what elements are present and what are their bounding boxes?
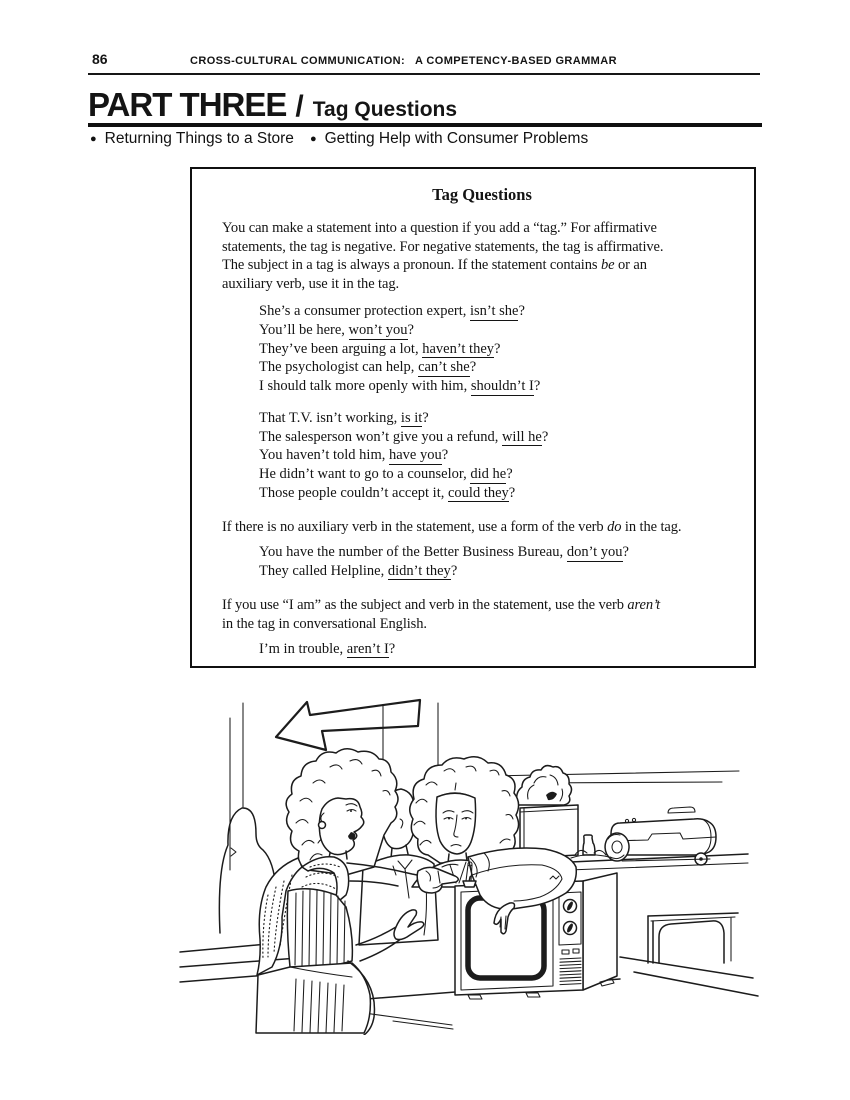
example-sentence: I should talk more openly with him, shouldn’t I?: [259, 378, 541, 395]
rule-paragraph: If there is no auxiliary verb in the statement, use a form of the verb do in the tag.: [222, 519, 682, 536]
tag-underlined: is it: [400, 409, 423, 426]
part-title: [88, 86, 457, 124]
grammar-box-title: Tag Questions: [432, 185, 532, 204]
tag-underlined: won’t you: [348, 322, 408, 339]
topic-item: [90, 130, 294, 148]
rule-line: If you use “I am” as the subject and verb in the statement, use the verb aren’t: [222, 597, 661, 614]
tag-underlined: did he: [470, 466, 507, 482]
tag-underlined: shouldn’t I: [470, 378, 534, 395]
topic-label: Returning Things to a Store: [104, 130, 294, 147]
bullet-icon: ●: [90, 133, 97, 145]
rule-line: in the tag in conversational English.: [222, 616, 427, 632]
example-group-i-am: [259, 640, 742, 659]
rule-paragraph: [222, 596, 742, 633]
example-sentence: The psychologist can help, can’t she?: [259, 359, 477, 376]
rule-line: You can make a statement into a question if you add a “tag.” For affirmative: [222, 220, 657, 236]
example-sentence: You’ll be here, won’t you?: [259, 322, 414, 339]
example-sentence: He didn’t want to go to a counselor, did he?: [259, 466, 513, 482]
topic-list: [90, 130, 588, 148]
example-sentence: She’s a consumer protection expert, isn’t she?: [259, 303, 525, 320]
tag-underlined: don’t you: [566, 544, 623, 560]
example-sentence: They called Helpline, didn’t they?: [259, 562, 458, 579]
topic-item: [310, 130, 588, 148]
store-scene-illustration: [150, 695, 770, 1035]
rule-line: auxiliary verb, use it in the tag.: [222, 275, 399, 292]
second-tv: [648, 913, 738, 963]
tag-underlined: will he: [501, 428, 542, 445]
vacuum-cleaner: [605, 807, 716, 865]
example-group-affirmative: [259, 302, 742, 396]
page-number: 86: [92, 51, 108, 67]
header-rule: [88, 73, 760, 75]
rule-line: The subject in a tag is always a pronoun. If the statement contains be or an: [222, 257, 647, 274]
title-rule: [88, 123, 762, 127]
part-label: PART THREE: [88, 86, 287, 123]
direction-arrow-icon: [276, 700, 420, 750]
tag-underlined: aren’t I: [346, 640, 389, 657]
tag-underlined: could they: [447, 484, 509, 501]
running-head: CROSS-CULTURAL COMMUNICATION: A COMPETENCY-BASED GRAMMAR: [190, 55, 617, 67]
tag-underlined: isn’t she: [470, 303, 519, 320]
example-group-negative: [259, 409, 742, 503]
example-sentence: I’m in trouble, aren’t I?: [259, 640, 396, 657]
tag-underlined: didn’t they: [387, 562, 451, 579]
example-sentence: You haven’t told him, have you?: [259, 447, 449, 464]
tag-underlined: can’t she: [418, 359, 470, 376]
example-group-do: [259, 543, 742, 580]
tag-underlined: have you: [388, 447, 442, 464]
example-sentence: They’ve been arguing a lot, haven’t they?: [259, 340, 501, 357]
rule-paragraph: [222, 219, 742, 293]
example-sentence: That T.V. isn’t working, is it?: [259, 409, 429, 426]
grammar-box: [190, 167, 756, 668]
section-title: Tag Questions: [312, 98, 458, 121]
hose-canister: [517, 766, 578, 858]
tag-underlined: haven’t they: [422, 340, 495, 357]
part-separator: /: [295, 90, 304, 123]
rule-line: statements, the tag is negative. For negative statements, the tag is affirmative.: [222, 238, 664, 255]
example-sentence: You have the number of the Better Business Bureau, don’t you?: [259, 544, 629, 560]
example-sentence: Those people couldn’t accept it, could they?: [259, 484, 516, 501]
topic-label: Getting Help with Consumer Problems: [324, 130, 589, 147]
example-sentence: The salesperson won’t give you a refund, will he?: [259, 428, 549, 445]
bullet-icon: ●: [309, 133, 317, 145]
